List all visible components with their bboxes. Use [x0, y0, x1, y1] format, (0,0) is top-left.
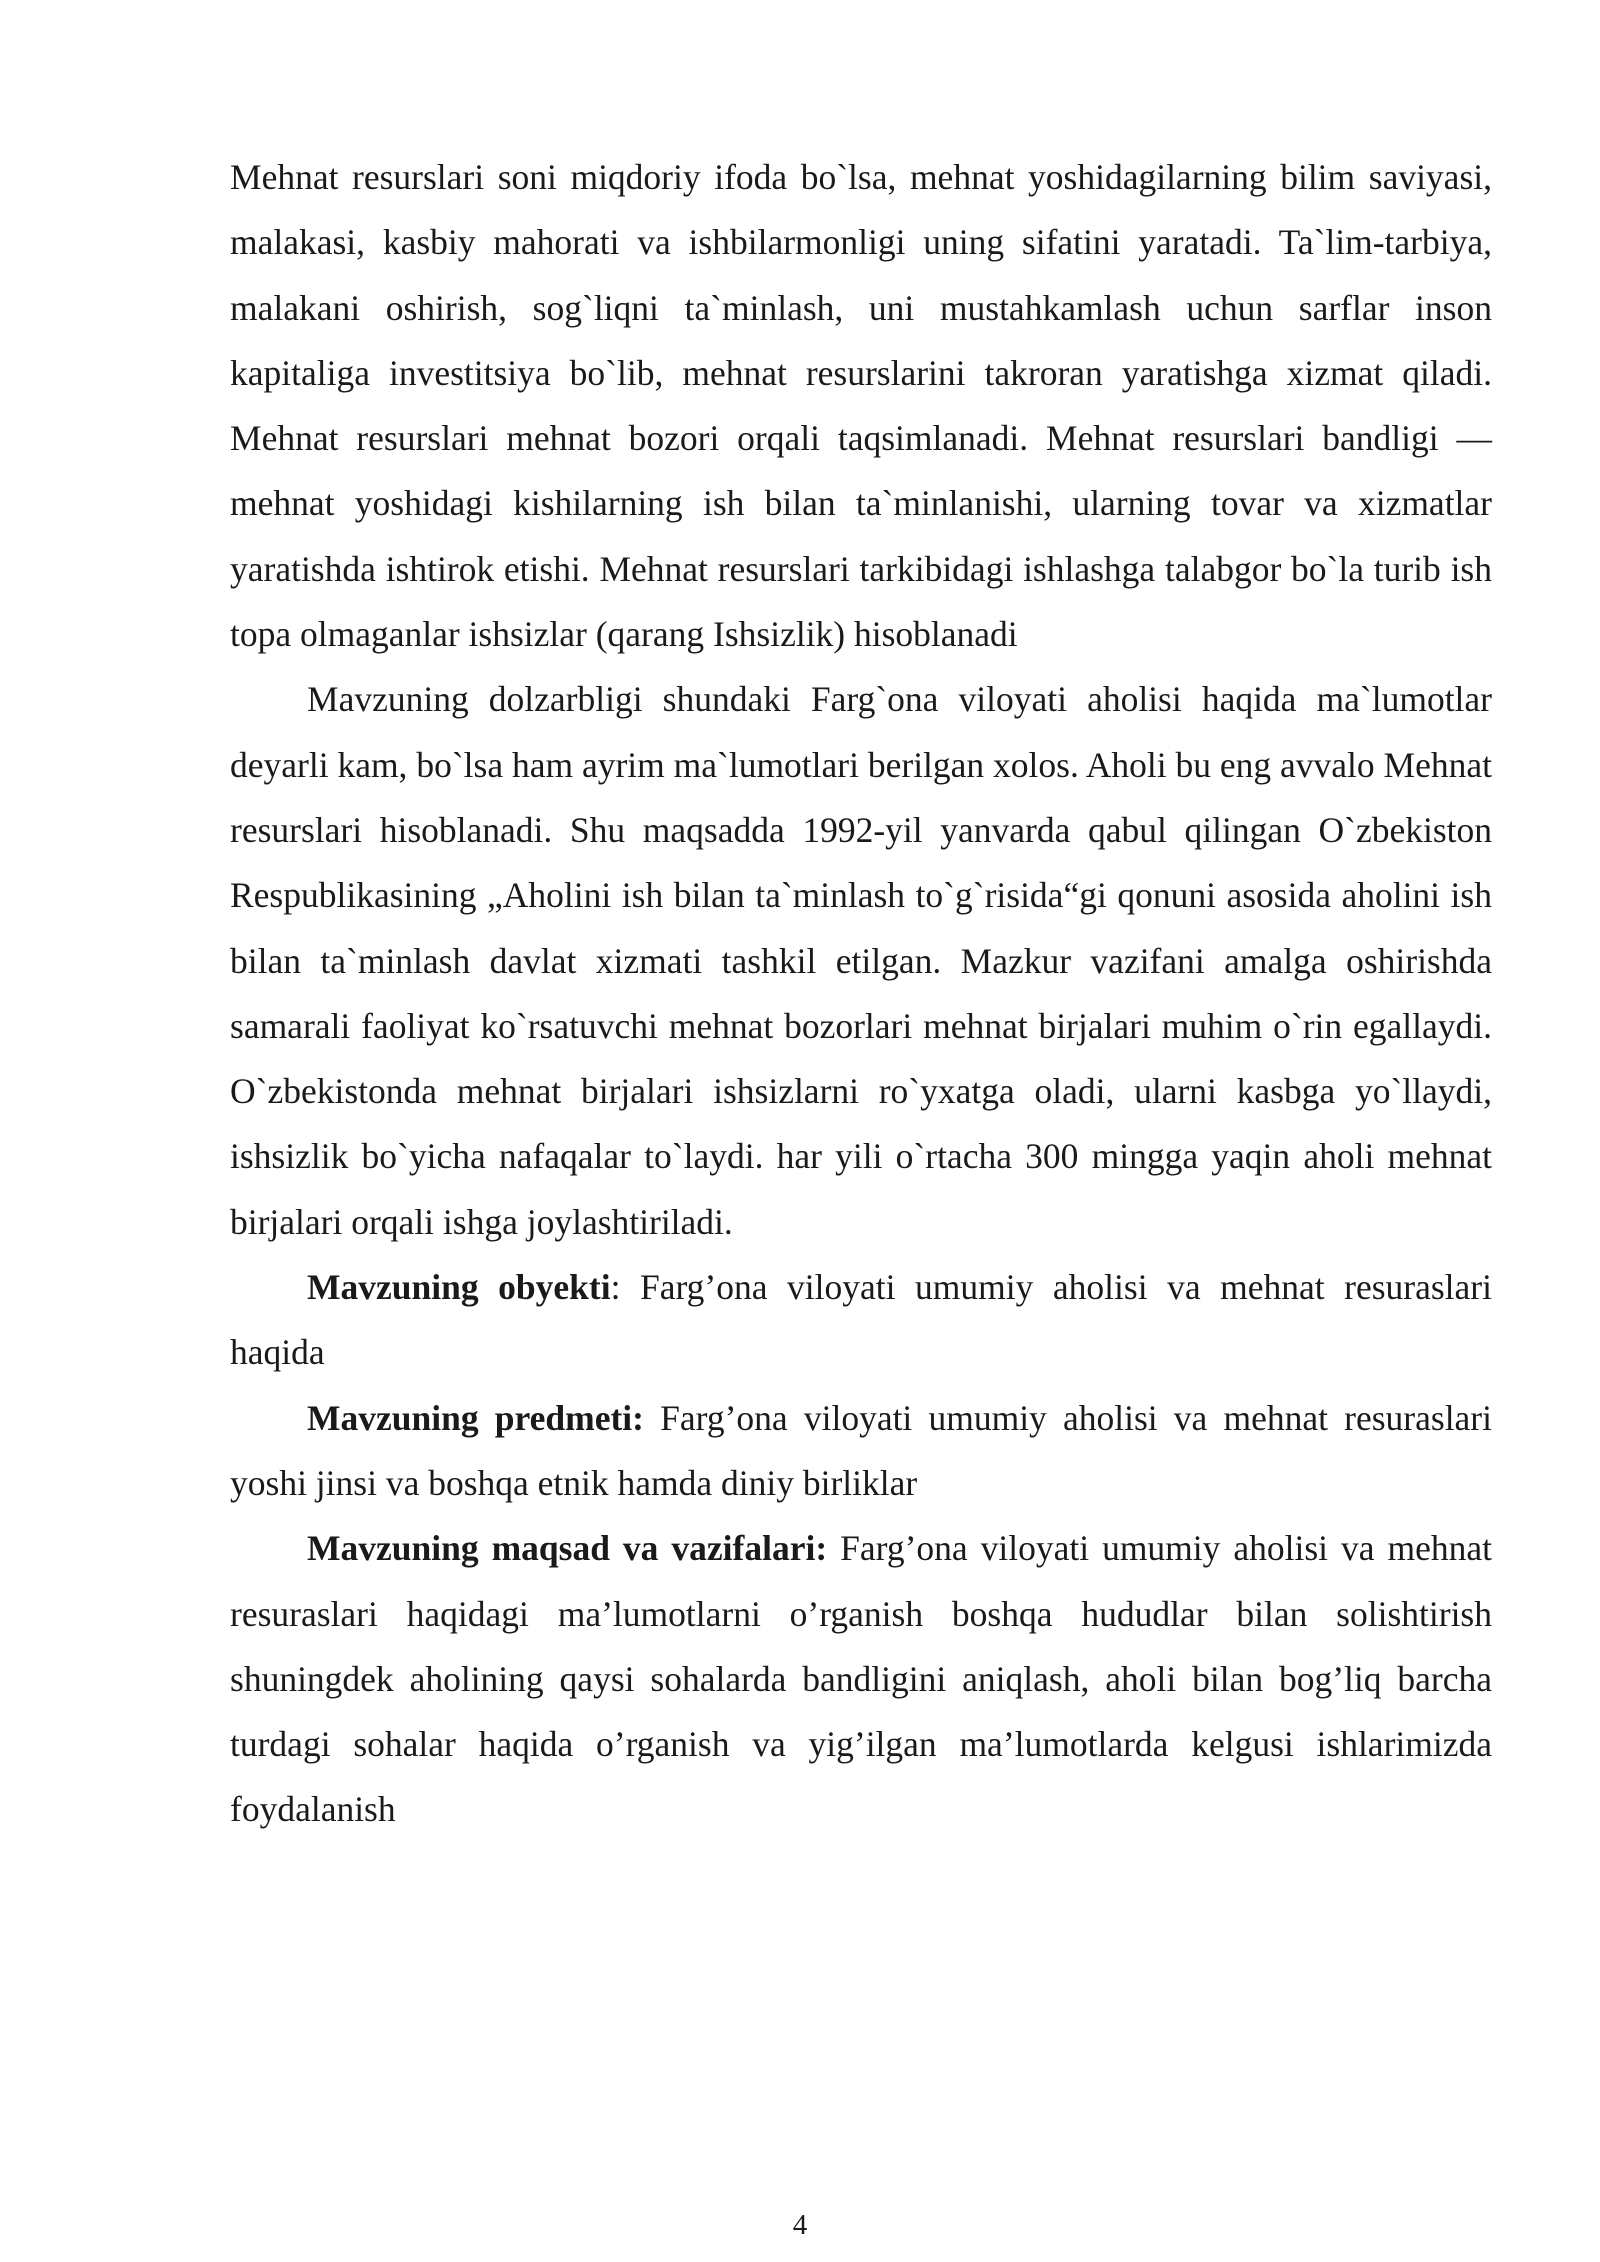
- paragraph-text: Farg’ona viloyati umumiy aholisi va mehnat resuraslari haqida: [230, 1267, 1492, 1373]
- paragraph-topic-relevance: [230, 667, 1492, 1255]
- topic-subject-label: Mavzuning predmeti:: [307, 1397, 644, 1438]
- topic-object-label: Mavzuning obyekti: [307, 1267, 611, 1308]
- label-separator: :: [610, 1267, 621, 1308]
- page-number: 4: [792, 2209, 808, 2241]
- paragraph-labor-resources: [230, 145, 1492, 667]
- paragraph-topic-object: [230, 1255, 1492, 1386]
- body-text: [230, 145, 1492, 1843]
- paragraph-text: Mehnat resurslari soni miqdoriy ifoda bo`lsa, mehnat yoshidagilarning bilim saviyasi, malakasi, kasbiy mahorati va ishbilarmonligi uning sifatini yaratadi. Ta`lim-tarbiya, malakani oshirish, sog`liqni ta`minlash, uni mustahkamlash uchun sarflar inson kapitaliga investitsiya bo`lib, mehnat resurslarini takroran yaratishga xizmat qiladi. Mehnat resurslari mehnat bozori orqali taqsimlanadi. Mehnat resurslari bandligi — mehnat yoshidagi kishilarning ish bilan ta`minlanishi, ularning tovar va xizmatlar yaratishda ishtirok etishi. Mehnat resurslari tarkibidagi ishlashga talabgor bo`la turib ish topa olmaganlar ishsizlar (qarang Ishsizlik) hisoblanadi: [230, 157, 1492, 655]
- paragraph-topic-subject: [230, 1386, 1492, 1517]
- paragraph-text: Farg’ona viloyati umumiy aholisi va mehnat resuraslari haqidagi ma’lumotlarni o’rganish boshqa hududlar bilan solishtirish shuningdek aholining qaysi sohalarda bandligini aniqlash, aholi bilan bog’liq barcha turdagi sohalar haqida o’rganish va yig’ilgan ma’lumotlarda kelgusi ishlarimizda foydalanish: [230, 1528, 1492, 1830]
- paragraph-text: Mavzuning dolzarbligi shundaki Farg`ona viloyati aholisi haqida ma`lumotlar deyarli kam, bo`lsa ham ayrim ma`lumotlari berilgan xolos. Aholi bu eng avvalo Mehnat resurslari hisoblanadi. Shu maqsadda 1992-yil yanvarda qabul qilingan O`zbekiston Respublikasining „Aholini ish bilan ta`minlash to`g`risida“gi qonuni asosida aholini ish bilan ta`minlash davlat xizmati tashkil etilgan. Mazkur vazifani amalga oshirishda samarali faoliyat ko`rsatuvchi mehnat bozorlari mehnat birjalari muhim o`rin egallaydi. O`zbekistonda mehnat birjalari ishsizlarni ro`yxatga oladi, ularni kasbga yo`llaydi, ishsizlik bo`yicha nafaqalar to`laydi. har yili o`rtacha 300 mingga yaqin aholi mehnat birjalari orqali ishga joylashtiriladi.: [230, 679, 1492, 1242]
- paragraph-text: Farg’ona viloyati umumiy aholisi va mehnat resuraslari yoshi jinsi va boshqa etnik hamda diniy birliklar: [230, 1397, 1492, 1503]
- topic-goals-label: Mavzuning maqsad va vazifalari:: [307, 1528, 828, 1569]
- paragraph-topic-goals: [230, 1516, 1492, 1842]
